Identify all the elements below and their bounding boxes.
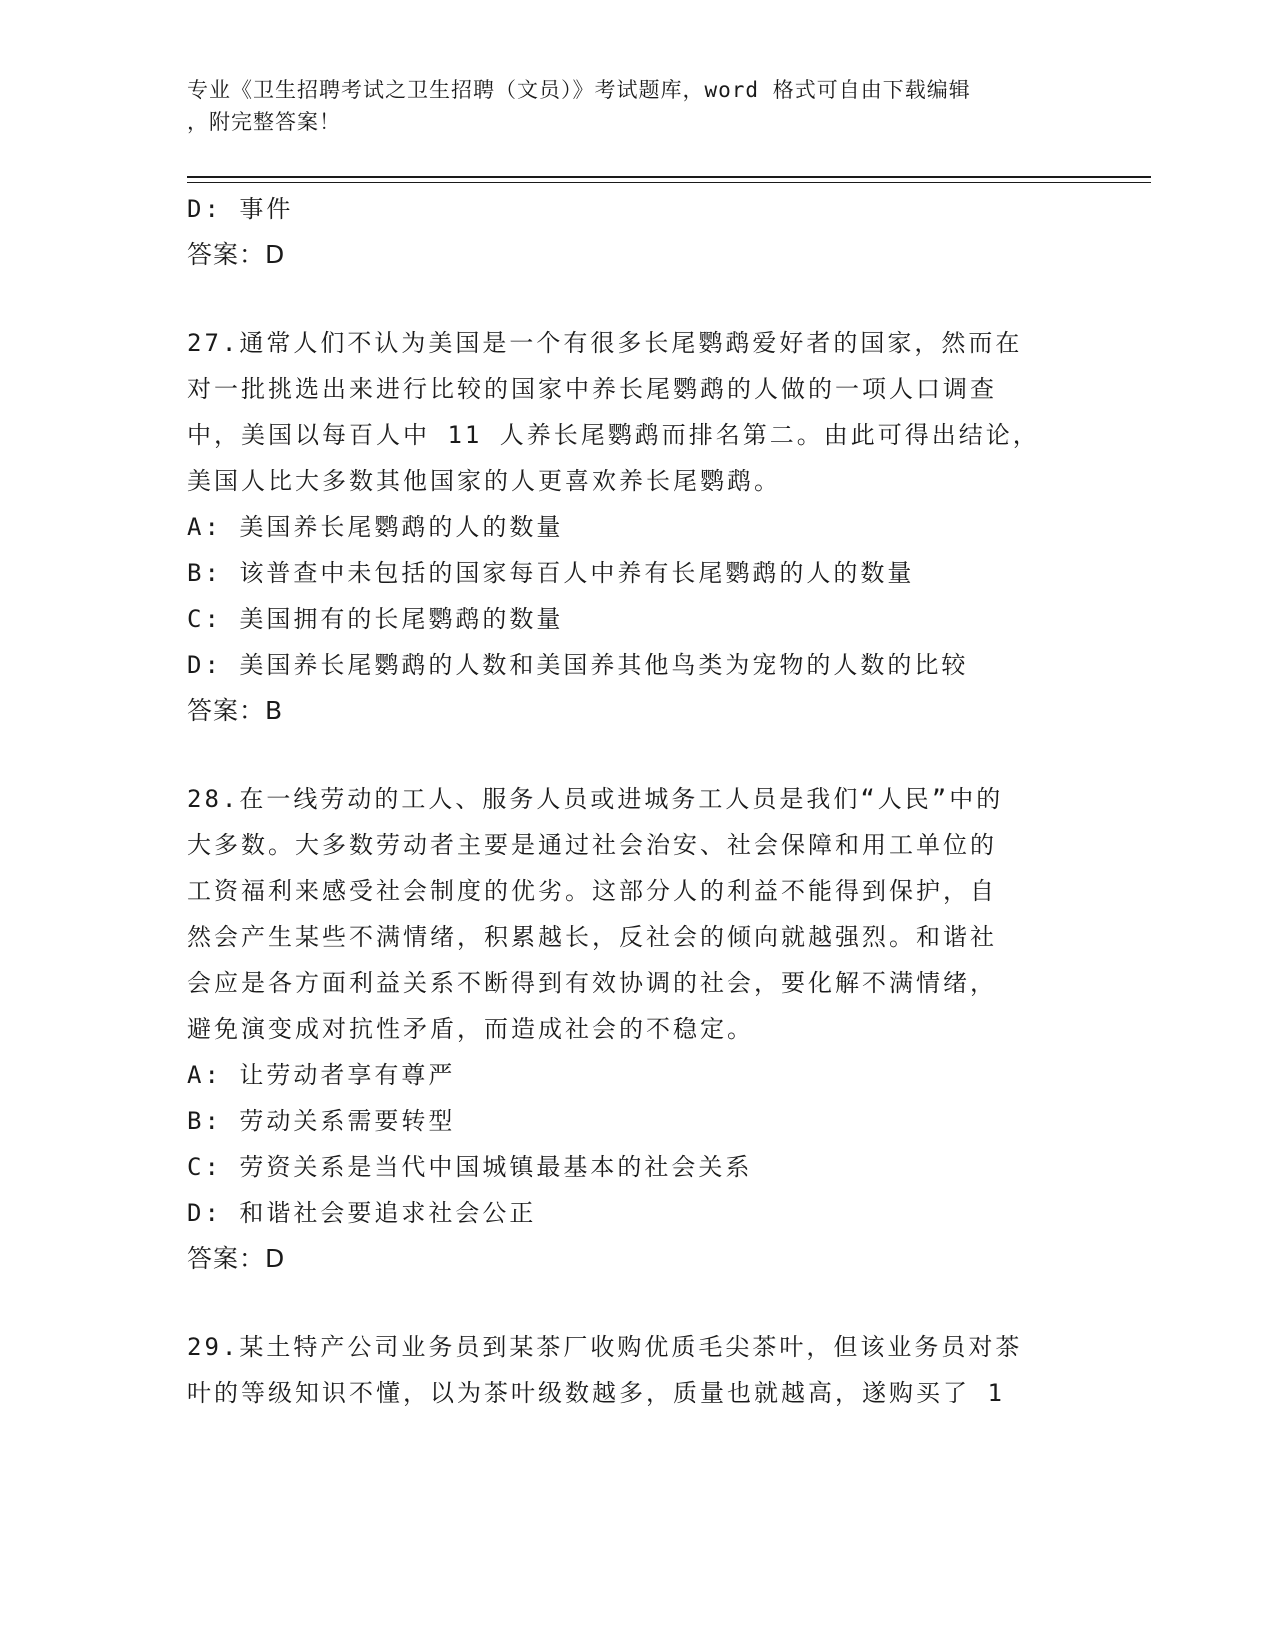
header-divider-thick [187, 176, 1151, 178]
question-27 [187, 320, 1087, 734]
page-header [187, 74, 1067, 138]
spacer [187, 278, 1087, 320]
question-text-line: 叶的等级知识不懂，以为茶叶级数越多，质量也就越高，遂购买了 1 [187, 1379, 1005, 1407]
option-d: D: 美国养长尾鹦鹉的人数和美国养其他鸟类为宠物的人数的比较 [187, 651, 969, 679]
question-text-line: 29.某土特产公司业务员到某茶厂收购优质毛尖茶叶，但该业务员对茶 [187, 1333, 1023, 1361]
question-text-line: 会应是各方面利益关系不断得到有效协调的社会，要化解不满情绪， [187, 969, 997, 997]
page-content [187, 186, 1087, 1416]
header-line-2: ，附完整答案！ [187, 110, 341, 134]
option-c: C: 美国拥有的长尾鹦鹉的数量 [187, 605, 564, 633]
option-d: D: 和谐社会要追求社会公正 [187, 1199, 537, 1227]
option-b: B: 劳动关系需要转型 [187, 1107, 456, 1135]
question-29 [187, 1324, 1087, 1416]
answer-line: 答案：D [187, 1244, 286, 1273]
question-text-line: 大多数。大多数劳动者主要是通过社会治安、社会保障和用工单位的 [187, 831, 997, 859]
header-line-1: 专业《卫生招聘考试之卫生招聘（文员）》考试题库，word 格式可自由下载编辑 [187, 78, 971, 102]
header-divider-thin [187, 182, 1151, 183]
question-text-line: 美国人比大多数其他国家的人更喜欢养长尾鹦鹉。 [187, 467, 781, 495]
question-text-line: 避免演变成对抗性矛盾，而造成社会的不稳定。 [187, 1015, 754, 1043]
option-a: A: 让劳动者享有尊严 [187, 1061, 456, 1089]
previous-question-tail [187, 186, 1087, 278]
question-text-line: 27.通常人们不认为美国是一个有很多长尾鹦鹉爱好者的国家，然而在 [187, 329, 1023, 357]
question-text-line: 中，美国以每百人中 11 人养长尾鹦鹉而排名第二。由此可得出结论， [187, 421, 1040, 449]
question-text-line: 然会产生某些不满情绪，积累越长，反社会的倾向就越强烈。和谐社 [187, 923, 997, 951]
question-28 [187, 776, 1087, 1282]
question-text-line: 工资福利来感受社会制度的优劣。这部分人的利益不能得到保护，自 [187, 877, 997, 905]
question-text-line: 对一批挑选出来进行比较的国家中养长尾鹦鹉的人做的一项人口调查 [187, 375, 997, 403]
question-text-line: 28.在一线劳动的工人、服务人员或进城务工人员是我们“人民”中的 [187, 785, 1004, 813]
spacer [187, 734, 1087, 776]
option-d: D: 事件 [187, 195, 294, 223]
option-b: B: 该普查中未包括的国家每百人中养有长尾鹦鹉的人的数量 [187, 559, 915, 587]
option-c: C: 劳资关系是当代中国城镇最基本的社会关系 [187, 1153, 753, 1181]
answer-line: 答案：D [187, 240, 286, 269]
option-a: A: 美国养长尾鹦鹉的人的数量 [187, 513, 564, 541]
answer-line: 答案：B [187, 696, 284, 725]
spacer [187, 1282, 1087, 1324]
